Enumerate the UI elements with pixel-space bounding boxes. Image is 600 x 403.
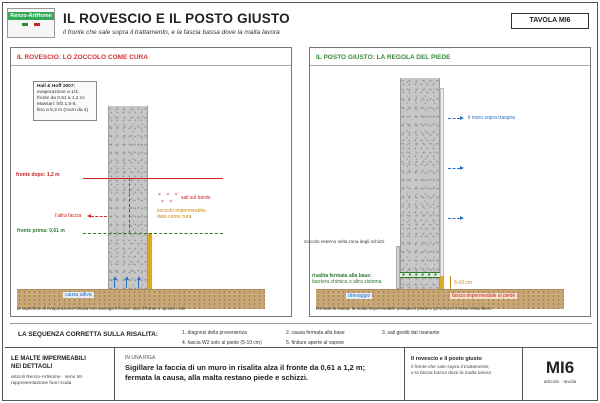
reference-line: Massari: h/b 1,5-5,: [37, 102, 77, 107]
reference-box: [33, 81, 97, 121]
drawing-sheet: [2, 2, 598, 401]
series-title-line2: NEI DETTAGLI: [11, 363, 53, 370]
right-panel-title-rule: [310, 65, 590, 66]
right-panel-title: IL POSTO GIUSTO: LA REGOLA DEL PIEDE: [316, 54, 451, 61]
series-line1: articoli Renzo-ArtHome · serie MI: [11, 375, 82, 380]
other-face-label: l'altra faccia: [55, 213, 82, 219]
sequence-step: 4. fascia W2 solo al piede (5-10 cm): [182, 340, 262, 346]
height-dimension: [450, 276, 451, 289]
salt-marks: × × ×: [158, 192, 180, 198]
moisture-arrow-stem: [114, 280, 115, 288]
summary-cell: [115, 348, 405, 401]
front-before-label: fronte prima: 0,61 m: [17, 228, 65, 234]
vapour-arrow-icon: [460, 116, 464, 120]
sheet-desc-line2: e la fascia bassa dove la malta lavora: [411, 371, 491, 376]
code-cell: [523, 348, 597, 401]
right-panel-caption: fermata la causa, la malta impermeabile presidia il piede e gli schizzi; il resto resta libero: [316, 306, 492, 311]
moisture-arrow-stem: [138, 280, 139, 288]
salt-marks: × ×: [161, 199, 175, 205]
chemical-barrier: ● ● ● ● ● ●: [401, 272, 439, 278]
salts-label: sali sul bordo: [181, 195, 211, 201]
summary-text: Sigillare la faccia di un muro in risalita alza il fronte da 0,61 a 1,2 m; fermata la causa, alla malta restano piede e schizzi.: [125, 363, 366, 382]
sequence-strip: [10, 323, 592, 347]
other-face-line: [91, 216, 107, 217]
splash-plinth-label: zoccolo esterno nella zona degli schizzi: [304, 239, 385, 244]
sheet-tag: TAVOLA MI6: [511, 13, 589, 29]
wall-section-right: [400, 78, 440, 289]
series-line2: rappresentazione fuori scala: [11, 381, 72, 386]
plinth-label-line1: zoccolo impermeabile,: [157, 208, 207, 214]
drain-label: drenaggio: [348, 293, 371, 299]
sheet-name: Il rovescio e il posto giusto: [411, 356, 482, 362]
flag-icon: [22, 23, 40, 26]
vapour-arrow-line: [448, 218, 460, 219]
moisture-arrow-stem: [126, 280, 127, 288]
sheet-code: MI6: [545, 358, 575, 377]
logo-text: Renzo-ArtHome: [8, 12, 54, 20]
plinth-label-line2: dato come cura: [157, 214, 192, 220]
base-stop-label-line2: barriera chimica o altra sistema: [312, 279, 382, 285]
sheet-desc-line1: il fronte che sale sopra il trattamento,: [411, 365, 490, 370]
front-after-line: [83, 178, 223, 179]
foot-plinth-label: fascia impermeabile al piede: [452, 293, 516, 299]
brand-logo: [7, 8, 55, 38]
vapour-open-render: [440, 88, 444, 278]
page-title: IL ROVESCIO E IL POSTO GIUSTO: [63, 11, 290, 26]
page-subtitle: il fronte che sale sopra il trattamento, e la fascia bassa dove la malta lavora: [63, 29, 280, 36]
foot-waterproof-band: [440, 276, 444, 289]
splash-zone-plinth: [396, 246, 400, 289]
front-after-label: fronte dopo: 1,2 m: [16, 172, 60, 178]
height-label: 5-10 cm: [454, 280, 473, 286]
sequence-step: 2. causa fermata alla base: [286, 330, 345, 336]
sequence-step: 1. diagnosi della provenienza: [182, 330, 247, 336]
vapour-arrow-line: [448, 118, 460, 119]
sheet-info-cell: [405, 348, 523, 401]
active-cause-label: causa attiva: [65, 292, 92, 298]
vapour-arrow-icon: [460, 216, 464, 220]
reference-line: fino a 5,3 m (muro da 4): [37, 108, 89, 113]
left-panel-title-rule: [11, 65, 291, 66]
title-block: [5, 347, 597, 400]
wall-section-left: [108, 106, 148, 289]
reference-line: fronte da 0,61 a 1,2 m;: [37, 96, 86, 101]
left-panel-caption: la superficie di evaporazione chiusa non asciuga il fronte: alza il fronte e sposta i sali: [17, 306, 186, 311]
left-panel: [10, 47, 292, 317]
waterproof-plinth: [148, 233, 152, 289]
sheet-code-sub: articolo · tavola: [543, 380, 577, 385]
sequence-title: LA SEQUENZA CORRETTA SULLA RISALITA:: [18, 331, 158, 338]
wall-breathes-label: il muro sopra traspira: [468, 115, 515, 121]
reference-line: evaporazione a 1/4,: [37, 90, 80, 95]
series-title-line1: LE MALTE IMPERMEABILI: [11, 356, 86, 362]
right-panel: [304, 47, 591, 317]
reference-title: Hall & Hoff 2007:: [37, 84, 76, 89]
front-rise-marker: [129, 178, 130, 233]
base-stop-label-line1: risalita fermata alla base:: [312, 273, 372, 279]
sequence-step: 5. finiture aperte al vapore: [286, 340, 345, 346]
summary-kicker: IN UNA RIGA: [125, 355, 156, 361]
left-panel-title: IL ROVESCIO: LO ZOCCOLO COME CURA: [17, 54, 148, 61]
vapour-arrow-icon: [460, 166, 464, 170]
sequence-step: 3. sali gestiti dal risanante: [382, 330, 440, 336]
series-cell: [5, 348, 115, 401]
front-before-line: [83, 233, 223, 234]
vapour-arrow-line: [448, 168, 460, 169]
